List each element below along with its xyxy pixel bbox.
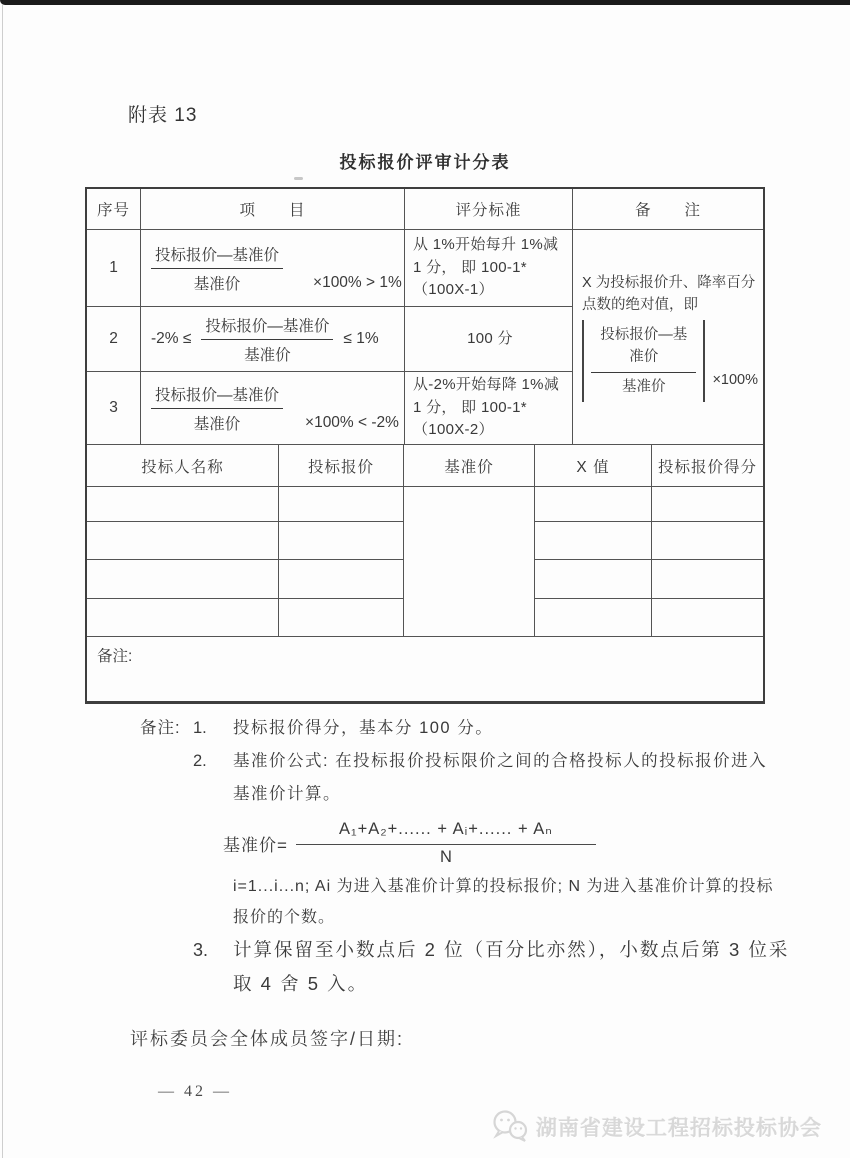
signature-line: 评标委员会全体成员签字/日期: [130,1029,405,1049]
row-2-formula [151,314,379,365]
row-2-upper-bound: ≤ 1% [343,330,379,347]
score-table [85,187,765,704]
bid-header-bidder-name: 投标人名称 [87,445,279,487]
scan-edge-top [0,0,850,5]
score-row-1-number: 1 [87,230,141,307]
scan-edge-left [2,4,3,1158]
note-3-number: 3. [193,940,209,960]
watermark-text: 湖南省建设工程招标投标协会 [536,1117,822,1140]
row-2-lower-bound: -2% ≤ [151,330,192,347]
remark-abs-formula [582,320,758,402]
col-header-no: 序号 [87,189,141,230]
fraction-numerator: 投标报价—基准价 [151,243,283,269]
page-number: — 42 — [158,1083,232,1100]
note-item-3 [193,933,791,1001]
score-row-2-criteria: 100 分 [405,307,573,372]
notes-label: 备注: [140,719,181,737]
score-row-1-item [141,230,405,307]
score-row-2-item [141,307,405,372]
fraction-numerator: 投标报价—基准价 [591,324,696,373]
bidders-section [87,445,763,701]
bid-row-2-price-cell [279,522,404,560]
bid-row-1-name-cell [87,487,279,522]
note-2-number: 2. [193,752,207,770]
note-item-1 [193,712,791,745]
bid-header-bid-price: 投标报价 [279,445,404,487]
fraction-numerator: 投标报价—基准价 [151,383,283,409]
remark-fraction [591,324,696,398]
remark-multiplier: ×100% [712,371,758,388]
scan-speck [294,177,303,180]
notes-items [193,712,791,1001]
formula-explanation: i=1...i...n; Ai 为进入基准价计算的投标报价; N 为进入基准价计算的投标报价的个数。 [233,878,774,926]
col-header-remark: 备 注 [573,189,763,230]
score-row-3-number: 3 [87,372,141,445]
bid-row-2-x-cell [535,522,652,560]
bid-row-3-x-cell [535,560,652,599]
table-remark-row: 备注: [97,648,133,665]
formula-numerator: A₁+A₂+...... + Aᵢ+...... + Aₙ [296,819,596,845]
note-1-number: 1. [193,719,207,737]
remark-note-cell [573,230,763,445]
fraction-numerator: 投标报价—基准价 [201,314,333,340]
fraction-denominator: 基准价 [193,275,241,293]
score-row-3-criteria: 从-2%开始每降 1%减 1 分， 即 100-1* （100X-2） [405,372,573,445]
page-title: 投标报价评审计分表 [339,153,511,172]
row-1-condition: ×100% > 1% [313,273,402,291]
notes-block [140,712,800,1001]
bid-row-3-score-cell [652,560,763,599]
note-3-text: 计算保留至小数点后 2 位（百分比亦然），小数点后第 3 位采取 4 舍 5 入。 [233,939,790,994]
bid-header-x-value: X 值 [535,445,652,487]
wechat-logo-icon [491,1108,531,1146]
bid-row-2-score-cell [652,522,763,560]
bid-row-2-name-cell [87,522,279,560]
formula-fraction [296,819,596,867]
fraction-denominator: 基准价 [193,415,241,433]
bid-row-1-score-cell [652,487,763,522]
base-price-formula [223,819,791,867]
row-2-fraction [201,314,333,365]
bid-row-1-price-cell [279,487,404,522]
association-watermark [491,1108,822,1146]
score-row-1-criteria: 从 1%开始每升 1%减 1 分， 即 100-1* （100X-1） [405,230,573,307]
col-header-criteria: 评分标准 [405,189,573,230]
col-header-item: 项 目 [141,189,405,230]
formula-label: 基准价= [223,835,288,855]
row-3-formula [151,383,399,434]
score-row-3-item [141,372,405,445]
row-3-fraction [151,383,283,434]
bid-row-4-x-cell [535,599,652,637]
note-1-text: 投标报价得分，基本分 100 分。 [233,719,494,737]
bid-header-base-price: 基准价 [404,445,535,487]
bid-row-1-x-cell [535,487,652,522]
row-1-formula [151,243,402,294]
bid-header-score: 投标报价得分 [652,445,763,487]
fraction-denominator: 基准价 [621,378,666,395]
score-row-2-number: 2 [87,307,141,372]
bid-row-4-name-cell [87,599,279,637]
bid-row-3-price-cell [279,560,404,599]
base-price-merged-cell [404,487,535,637]
absolute-value-bars [582,320,705,402]
bid-row-4-price-cell [279,599,404,637]
fraction-denominator: 基准价 [244,346,291,364]
bid-row-4-score-cell [652,599,763,637]
attachment-label: 附表 13 [128,105,198,126]
note-2-text: 基准价公式: 在投标报价投标限价之间的合格投标人的投标报价进入基准价计算。 [233,752,768,803]
row-1-fraction [151,243,283,294]
criteria-section [87,189,763,445]
note-item-2 [193,745,791,811]
row-3-condition: ×100% < -2% [305,413,399,431]
formula-denominator: N [439,848,452,866]
remark-note-text: X 为投标报价升、降率百分点数的绝对值，即 [582,274,756,314]
bid-row-3-name-cell [87,560,279,599]
